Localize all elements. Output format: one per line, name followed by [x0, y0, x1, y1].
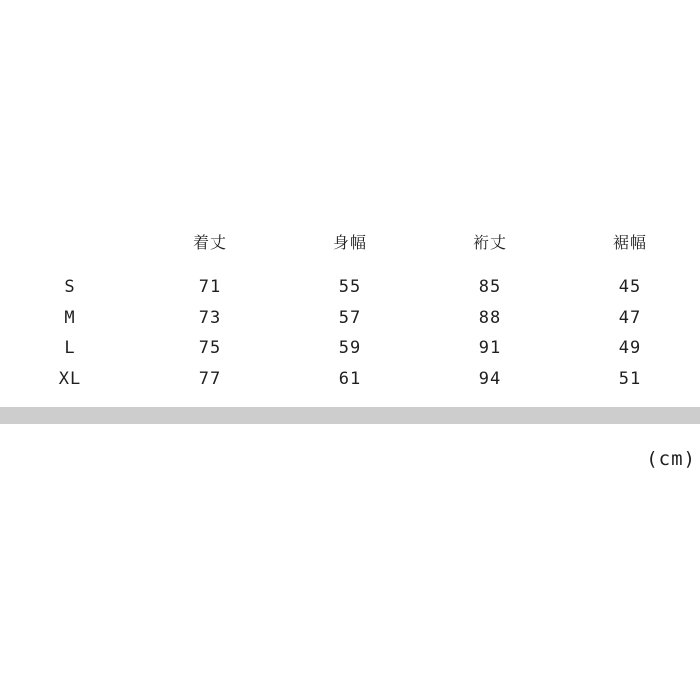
value-cell: 75	[198, 338, 222, 359]
value-cell: 57	[338, 307, 362, 328]
value-cell: 45	[618, 277, 642, 298]
size-label: XL	[58, 368, 82, 389]
value-cell: 94	[478, 368, 502, 389]
column-header-body-width: 身幅	[332, 232, 367, 252]
value-cell: 73	[198, 307, 222, 328]
value-cell: 91	[478, 338, 502, 359]
value-cell: 47	[618, 307, 642, 328]
size-label: M	[64, 307, 76, 328]
table-row-m	[0, 303, 700, 334]
table-row-xl	[0, 364, 700, 395]
size-chart-table	[0, 226, 700, 394]
value-cell: 59	[338, 338, 362, 359]
table-row-s	[0, 272, 700, 303]
table-header-row	[0, 226, 700, 256]
table-row-l	[0, 333, 700, 364]
value-cell: 61	[338, 368, 362, 389]
column-header-hem-width: 裾幅	[612, 232, 647, 252]
column-header-sleeve-length: 裄丈	[472, 232, 507, 252]
unit-label: (cm)	[646, 448, 696, 470]
divider-bar	[0, 407, 700, 424]
value-cell: 77	[198, 368, 222, 389]
value-cell: 51	[618, 368, 642, 389]
value-cell: 55	[338, 277, 362, 298]
value-cell: 49	[618, 338, 642, 359]
size-label: S	[64, 277, 76, 298]
value-cell: 88	[478, 307, 502, 328]
value-cell: 71	[198, 277, 222, 298]
size-label: L	[64, 338, 76, 359]
column-header-body-length: 着丈	[192, 232, 227, 252]
value-cell: 85	[478, 277, 502, 298]
